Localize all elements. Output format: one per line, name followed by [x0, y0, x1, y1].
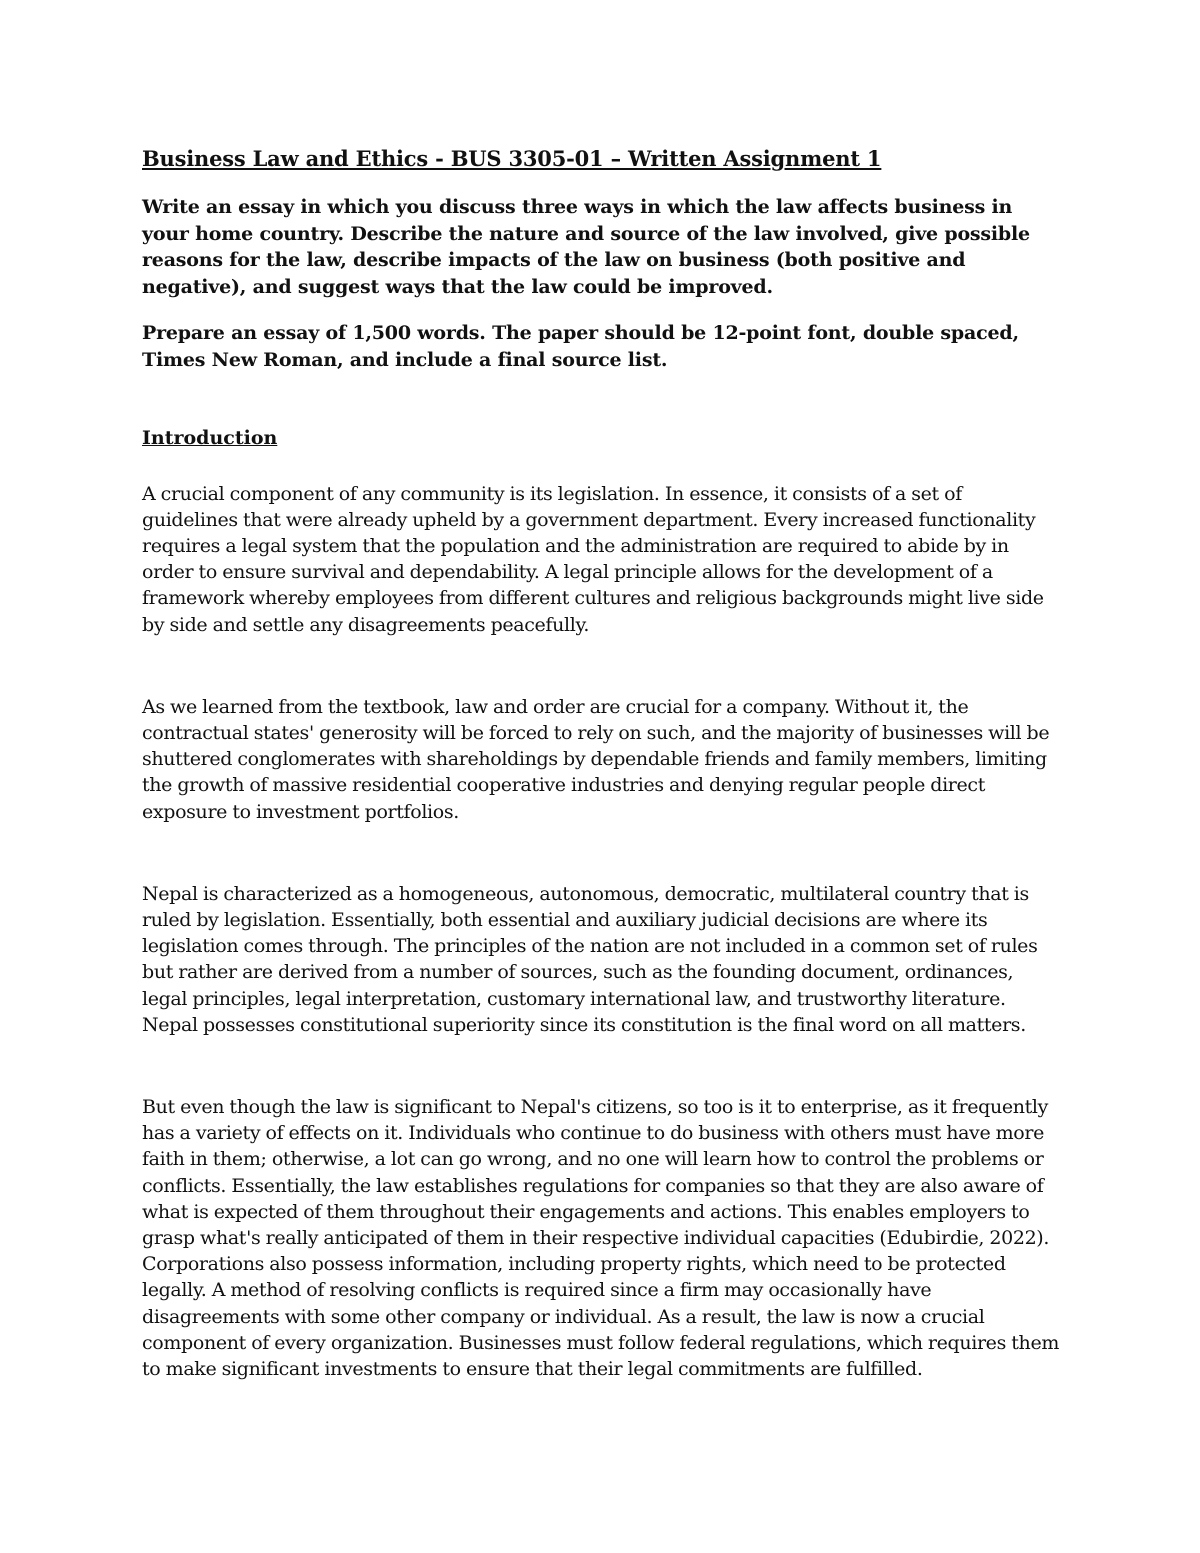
body-paragraph: As we learned from the textbook, law and order are crucial for a company. Without it, the contractual states' generosity will be forced to rely on such, and the majority of businesses will be shuttered conglomerates with shareholdings by dependable friends and family members, limiting the growth of massive residential cooperative industries and denying regular people direct exposure to investment portfolios. — [142, 695, 1050, 823]
assignment-prompt: Write an essay in which you discuss three ways in which the law affects business in your home country. Describe the nature and source of the law involved, give possible reasons for the law, describe impacts of the law on business (both positive and negative), and suggest ways that the law could be improved. — [142, 196, 1030, 298]
body-paragraph: But even though the law is significant to Nepal's citizens, so too is it to enterprise, as it frequently has a variety of effects on it. Individuals who continue to do business with others must have more faith in them; otherwise, a lot can go wrong, and no one will learn how to control the problems or conflicts. Essentially, the law establishes regulations for companies so that they are also aware of what is expected of them throughout their engagements and actions. This enables employers to grasp what's really anticipated of them in their respective individual capacities (Edubirdie, 2022). Corporations also possess information, including property rights, which need to be protected legally. A method of resolving conflicts is required since a firm may occasionally have disagreements with some other company or individual. As a result, the law is now a crucial component of every organization. Businesses must follow federal regulations, which requires them to make significant investments to ensure that their legal commitments are fulfilled. — [142, 1095, 1060, 1380]
document-page — [142, 144, 1062, 1438]
section-heading-introduction: Introduction — [142, 427, 278, 449]
body-paragraph: A crucial component of any community is its legislation. In essence, it consists of a set of guidelines that were already upheld by a government department. Every increased functionality requires a legal system that the population and the administration are required to abide by in order to ensure survival and dependability. A legal principle allows for the development of a framework whereby employees from different cultures and religious backgrounds might live side by side and settle any disagreements peacefully. — [142, 482, 1044, 636]
assignment-requirements: Prepare an essay of 1,500 words. The paper should be 12-point font, double spaced, Times New Roman, and include a final source list. — [142, 322, 1019, 371]
body-paragraph: Nepal is characterized as a homogeneous, autonomous, democratic, multilateral country that is ruled by legislation. Essentially, both essential and auxiliary judicial decisions are where its legislation comes through. The principles of the nation are not included in a common set of rules but rather are derived from a number of sources, such as the founding document, ordinances, legal principles, legal interpretation, customary international law, and trustworthy literature. Nepal possesses constitutional superiority since its constitution is the final word on all matters. — [142, 882, 1038, 1036]
document-title: Business Law and Ethics - BUS 3305-01 – Written Assignment 1 — [142, 146, 882, 171]
